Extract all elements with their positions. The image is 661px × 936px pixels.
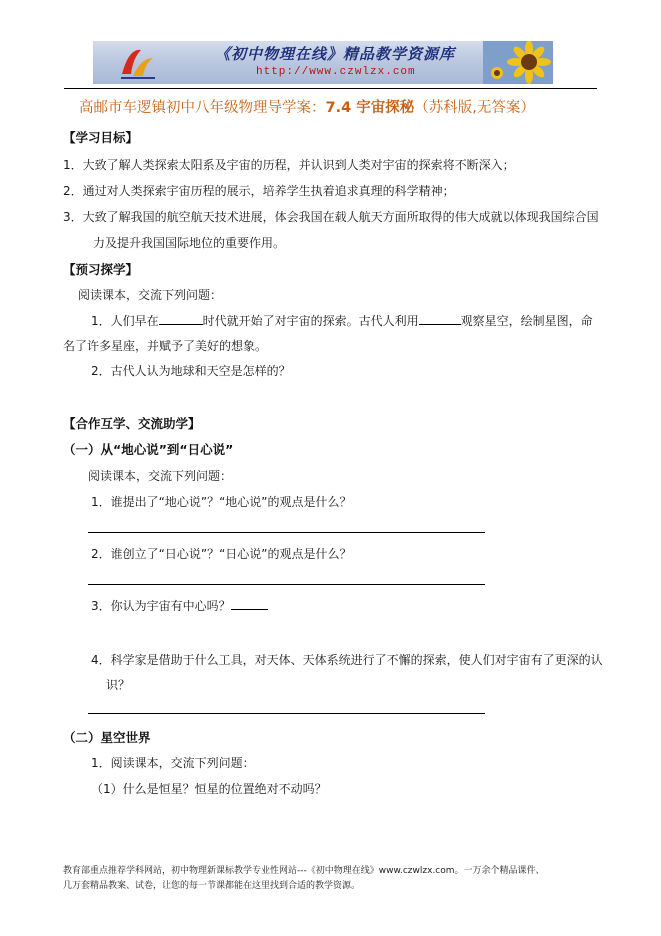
answer-line-q4[interactable] <box>88 713 485 714</box>
cooperate-q3-text: 3．你认为宇宙有中心吗？ <box>91 599 231 613</box>
cooperate-q4-cont: 识？ <box>106 678 131 692</box>
preview-intro: 阅读课本，交流下列问题： <box>78 288 223 302</box>
starry-q1-sub1: （1）什么是恒星？恒星的位置绝对不动吗？ <box>91 782 327 796</box>
preview-q2: 2．古代人认为地球和天空是怎样的？ <box>91 364 291 378</box>
banner-url: http://www.czwlzx.com <box>256 66 416 78</box>
footer-line-1: 教育部重点推荐学科网站，初中物理新课标教学专业性网站---《初中物理在线》www.czwlzx.com。一万余个精品课件、 <box>63 866 545 876</box>
answer-blank-center[interactable] <box>231 609 268 610</box>
title-suffix: （苏科版,无答案） <box>414 100 535 116</box>
cooperate-q2: 2．谁创立了“日心说”？“日心说”的观点是什么？ <box>91 547 352 561</box>
answer-blank-era[interactable] <box>159 324 203 325</box>
goal-item-1: 1．大致了解人类探索太阳系及宇宙的历程，并认识到人类对宇宙的探索将不断深入； <box>63 158 515 172</box>
preview-q1-part1: 1．人们早在 <box>91 314 159 328</box>
header-banner <box>93 41 553 84</box>
preview-q1-part3: 观察星空，绘制星图，命 <box>460 314 593 328</box>
title-prefix: 高邮市车逻镇初中八年级物理导学案： <box>79 100 326 116</box>
cooperate-q4: 4．科学家是借助于什么工具，对天体、天体系统进行了不懈的探索，使人们对宇宙有了更深的认 <box>91 653 603 667</box>
footer-line-2: 几万套精品教案、试卷，让您的每一节课都能在这里找到合适的教学资源。 <box>63 881 361 891</box>
sunflower-icon <box>483 41 553 84</box>
section-heading-cooperate: 【合作互学、交流助学】 <box>63 416 201 431</box>
preview-q1 <box>91 312 593 329</box>
title-main: 7.4 宇宙探秘 <box>325 100 415 116</box>
goal-item-3-cont: 力及提升我国国际地位的重要作用。 <box>93 236 286 250</box>
page-title <box>79 96 535 117</box>
answer-blank-tool[interactable] <box>419 324 461 325</box>
answer-line-q1[interactable] <box>88 532 485 533</box>
cooperate-q3 <box>91 597 268 614</box>
cooperate-intro: 阅读课本，交流下列问题： <box>88 469 233 483</box>
preview-q1-cont: 名了许多星座，并赋予了美好的想象。 <box>63 339 268 353</box>
site-logo-icon <box>119 44 157 80</box>
goal-item-2: 2．通过对人类探索宇宙历程的展示，培养学生执着追求真理的科学精神； <box>63 184 455 198</box>
header-rule <box>64 88 597 89</box>
subsection-heading-2: （二）星空世界 <box>63 730 151 745</box>
answer-line-q2[interactable] <box>88 584 485 585</box>
cooperate-q1: 1．谁提出了“地心说”？“地心说”的观点是什么？ <box>91 495 352 509</box>
banner-title: 《初中物理在线》精品教学资源库 <box>215 45 456 63</box>
subsection-heading-1: （一）从“地心说”到“日心说” <box>63 442 234 457</box>
goal-item-3: 3．大致了解我国的航空航天技术进展，体会我国在载人航天方面所取得的伟大成就以体现我国综合国 <box>63 210 599 224</box>
preview-q1-part2: 时代就开始了对宇宙的探索。古代人利用 <box>202 314 419 328</box>
starry-q1: 1．阅读课本，交流下列问题： <box>91 756 255 770</box>
section-heading-goals: 【学习目标】 <box>63 130 139 145</box>
section-heading-preview: 【预习探学】 <box>63 262 139 277</box>
